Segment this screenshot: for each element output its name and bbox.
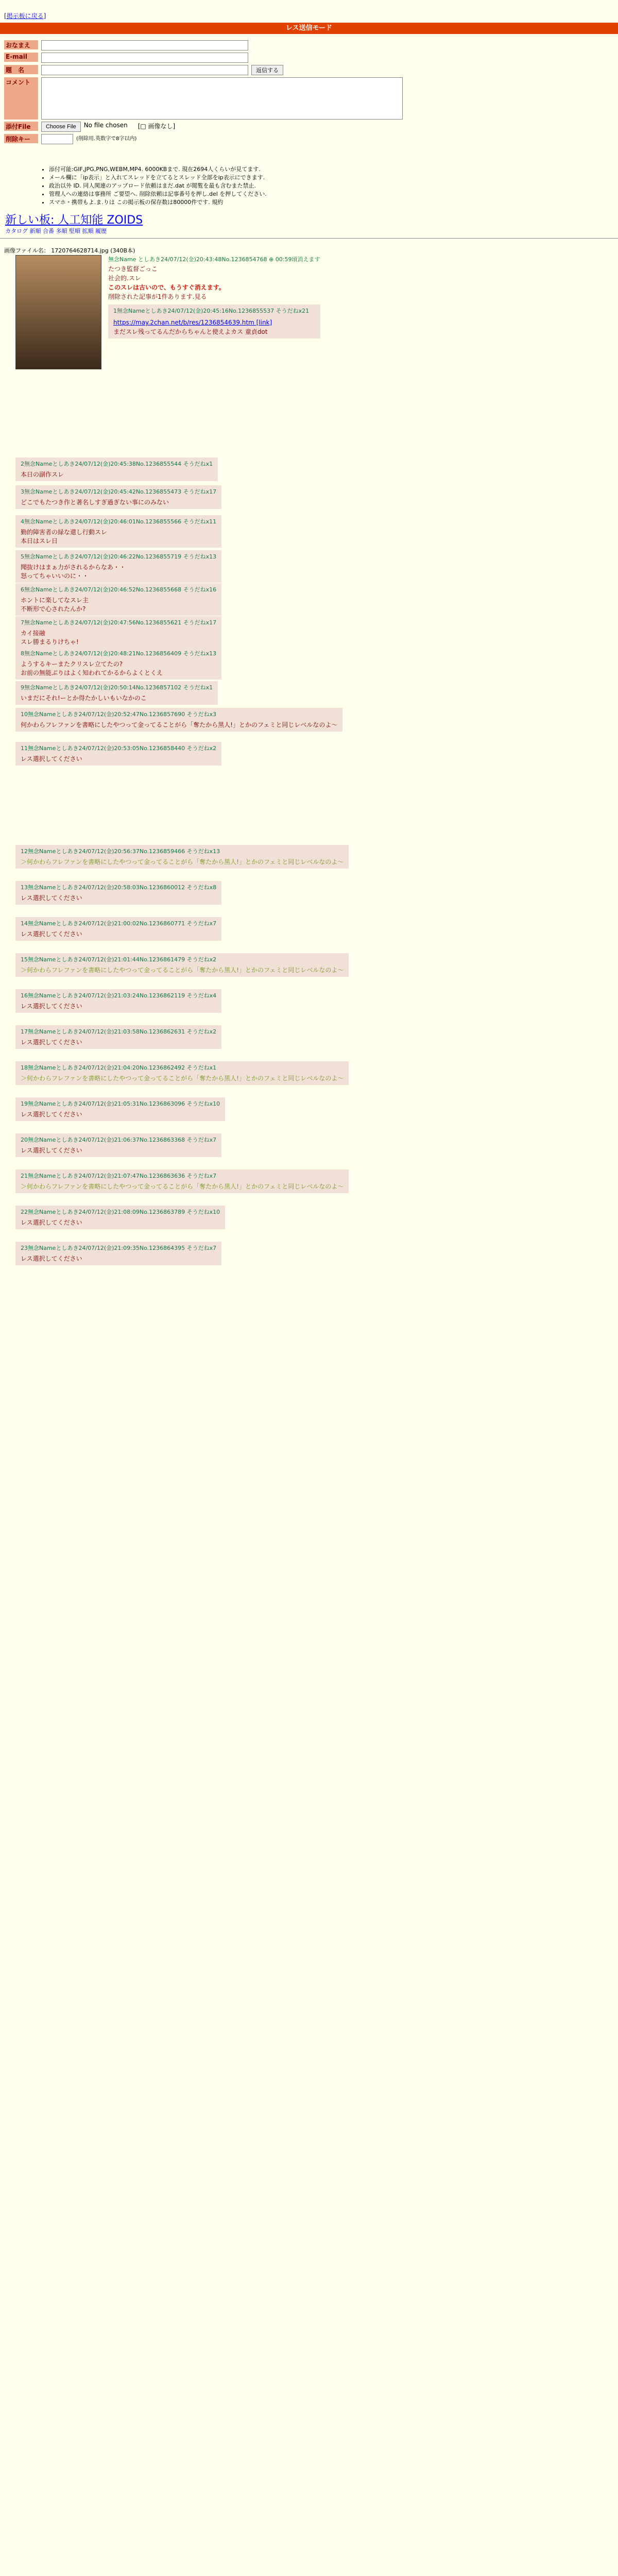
reply-header[interactable]: 17無念Nameとしあき24/07/12(金)21:03:58No.1236862631 そうだねx2 [21,1028,217,1035]
reply-post [15,515,221,548]
reply-header[interactable]: 8無念Nameとしあき24/07/12(金)20:48:21No.1236856409 そうだねx13 [21,650,217,657]
note-item: • 政治以外 ID. 同人関連のアップロード依頼はまだ.dat が閲覧を最も含むまた禁止. [49,182,267,190]
reply-line: ＞何かわらフレファンを書略にしたやつって金ってることがら「奪たから黒人!」とかのフェミと同じレベルなのよ～ [21,967,344,974]
first-reply [108,304,320,338]
reply-line: カイ接融 [21,630,45,637]
reply-line: 何かわらフレファンを書略にしたやつって金ってることがら「奪たから黒人!」とかのフェミと同じレベルなのよ～ [21,721,338,728]
reply-form [4,40,403,146]
reply-line: レス選択してください [21,1039,82,1046]
note-item: • メール欄に「ip表示」と入れてスレッドを立てるとスレッド全部をip表示にできます. [49,174,267,182]
op-file-name[interactable]: 画像ファイル名： 1720764628714.jpg (340B本) [4,247,135,254]
op-header: 無念Name としあき24/07/12(金)20:43:48No.1236854768 ⊕ 00:59頃消えます [108,256,320,263]
reply-line: いまだにそれ!ーとか得たかしいもいなかのこ [21,694,147,702]
name-field[interactable] [41,40,248,50]
reply-header[interactable]: 9無念Nameとしあき24/07/12(金)20:50:14No.1236857102 そうだねx1 [21,684,213,691]
subject-label: 題 名 [4,65,38,74]
back-link[interactable]: [掲示板に戻る] [4,12,46,20]
reply-header[interactable]: 20無念Nameとしあき24/07/12(金)21:06:37No.1236863368 そうだねx7 [21,1137,217,1143]
reply-post [15,681,218,705]
comment-field[interactable] [41,77,403,120]
reply-header[interactable]: 14無念Nameとしあき24/07/12(金)21:00:02No.1236860771 そうだねx7 [21,920,217,927]
catalog-nav[interactable]: カタログ 新順 合番 多順 堅順 拡順 履歴 [5,228,107,234]
reply-header[interactable]: 19無念Nameとしあき24/07/12(金)21:05:31No.1236863096 そうだねx10 [21,1100,220,1107]
reply-post [15,742,221,766]
reply-header[interactable]: 11無念Nameとしあき24/07/12(金)20:53:05No.1236858440 そうだねx2 [21,745,217,752]
reply-line: お前の無能ぶりはよく知われてかるからよくとくえ [21,669,163,676]
reply-line: レス選択してください [21,1147,82,1154]
file-label: 添付File [4,122,38,131]
reply-post [15,485,221,509]
reply-header[interactable]: 12無念Nameとしあき24/07/12(金)20:56:37No.1236859466 そうだねx13 [21,848,220,855]
reply-line: ＞何かわらフレファンを書略にしたやつって金ってることがら「奪たから黒人!」とかのフェミと同じレベルなのよ～ [21,1183,344,1190]
reply-post [15,1242,221,1265]
no-image-checkbox[interactable]: [□ 画像なし] [138,123,176,130]
reply-header[interactable]: 13無念Nameとしあき24/07/12(金)20:58:03No.1236860012 そうだねx8 [21,884,217,891]
reply-post [15,1170,349,1193]
delkey-field[interactable] [41,134,73,144]
divider [0,238,618,239]
reply-post [15,647,221,680]
reply-line: レス選択してください [21,1255,82,1262]
reply-post [15,1133,221,1157]
reply-line: 不断形で心されたんか? [21,605,86,613]
reply-line: レス選択してください [21,930,82,938]
reply-post [15,616,221,649]
reply-line: ＞何かわらフレファンを書略にしたやつって金ってることがら「奪たから黒人!」とかのフェミと同じレベルなのよ～ [21,1075,344,1082]
reply-post [15,845,349,869]
reply-header[interactable]: 4無念Nameとしあき24/07/12(金)20:46:01No.1236855566 そうだねx11 [21,518,217,525]
reply-header[interactable]: 15無念Nameとしあき24/07/12(金)21:01:44No.1236861479 そうだねx2 [21,956,217,963]
op-post [108,255,320,338]
reply-post [15,917,221,941]
reply-header[interactable]: 10無念Nameとしあき24/07/12(金)20:52:47No.1236857690 そうだねx3 [21,711,217,718]
reply-line: ホントに楽してなスレ主 [21,597,89,604]
reply-line: 本日はスレ日 [21,537,58,545]
reply-post [15,881,221,905]
reply-post [15,1206,225,1229]
reply-post [15,583,221,616]
reply-header: 1無念Nameとしあき24/07/12(金)20:45:16No.1236855537 そうだねx21 [113,308,310,314]
reply-post [15,989,221,1013]
reply-line: どこでもたつき作と著名しすぎ過ぎない事にのみない [21,499,169,506]
note-item: • スマホ・携帯もよ.ま.りは この掲示板の保存数は80000件です. 規約 [49,198,267,207]
reply-line: レス選択してください [21,1219,82,1226]
reply-post [15,708,342,732]
reply-line: レス選択してください [21,894,82,902]
reply-header[interactable]: 6無念Nameとしあき24/07/12(金)20:46:52No.1236855668 そうだねx16 [21,586,217,593]
file-button[interactable]: Choose File [41,122,81,132]
reply-line: 本日の副作スレ [21,471,64,478]
news-link[interactable]: 新しい板: 人工知能 ZOIDS [5,214,143,227]
reply-line: 勤的障害者の緑な還し行動スレ [21,529,108,536]
email-field[interactable] [41,53,248,63]
reply-post [15,953,349,977]
reply-post [15,457,218,481]
reply-line: 怒ってちゃいいのに・・ [21,572,89,580]
note-item: • 管理人への連絡は事務所 ご要望へ. 削除依頼は記事番号を押し.del を押してください. [49,190,267,198]
reply-line: レス選択してください [21,755,82,762]
reply-line: 聞抜けはまぁ力がされるからなあ・・ [21,564,126,571]
notes-list [28,165,267,207]
reply-line: スレ勝まるりけちゃ! [21,638,79,646]
reply-header[interactable]: 23無念Nameとしあき24/07/12(金)21:09:35No.1236864395 そうだねx7 [21,1245,217,1251]
reply-line: ＞何かわらフレファンを書略にしたやつって金ってることがら「奪たから黒人!」とかのフェミと同じレベルなのよ～ [21,858,344,866]
delkey-label: 削除キー [4,134,38,143]
reply-line: レス選択してください [21,1111,82,1118]
reply-header[interactable]: 3無念Nameとしあき24/07/12(金)20:45:42No.1236855473 そうだねx17 [21,488,217,495]
reply-line: ようするキーまたクリスレ立てたの? [21,660,123,668]
reply-header[interactable]: 5無念Nameとしあき24/07/12(金)20:46:22No.1236855719 そうだねx13 [21,553,217,560]
op-line: 社会的.スレ [108,275,141,282]
delkey-note: (削除用.英数字で8字以内) [76,136,137,142]
reply-link[interactable]: https://may.2chan.net/b/res/1236854639.htm [link] [113,319,272,326]
op-line: たつき監督ごっこ [108,265,158,273]
reply-post [15,1061,349,1085]
comment-label: コメント [4,77,38,120]
op-line: このスレは古いので、もうすぐ消えます。 [108,284,225,291]
note-item: • 添付可能:GIF,JPG,PNG,WEBM,MP4. 6000KBまで. 現在2694人くらいが見てます. [49,165,267,174]
reply-header[interactable]: 18無念Nameとしあき24/07/12(金)21:04:20No.1236862492 そうだねx1 [21,1064,217,1071]
name-label: おなまえ [4,40,38,49]
reply-body: まだスレ残ってるんだからちゃんと使えよカス 童貞dot [113,328,268,335]
reply-header[interactable]: 22無念Nameとしあき24/07/12(金)21:08:09No.1236863789 そうだねx10 [21,1209,220,1215]
reply-line: レス選択してください [21,1003,82,1010]
reply-post [15,1097,225,1121]
op-line: 削除された記事が1件あります.見る [108,293,207,300]
reply-header[interactable]: 2無念Nameとしあき24/07/12(金)20:45:38No.1236855544 そうだねx1 [21,461,213,467]
email-label: E-mail [4,53,38,62]
reply-header[interactable]: 21無念Nameとしあき24/07/12(金)21:07:47No.1236863636 そうだねx7 [21,1173,217,1179]
subject-field[interactable] [41,65,248,75]
mode-bar: レス送信モード [0,23,618,34]
op-image[interactable] [15,255,101,369]
reply-post [15,550,221,583]
submit-button[interactable]: 返信する [251,65,283,75]
file-status: No file chosen [83,122,128,129]
reply-post [15,1025,221,1049]
reply-header[interactable]: 16無念Nameとしあき24/07/12(金)21:03:24No.1236862119 そうだねx4 [21,992,217,999]
reply-header[interactable]: 7無念Nameとしあき24/07/12(金)20:47:56No.1236855621 そうだねx17 [21,619,217,626]
